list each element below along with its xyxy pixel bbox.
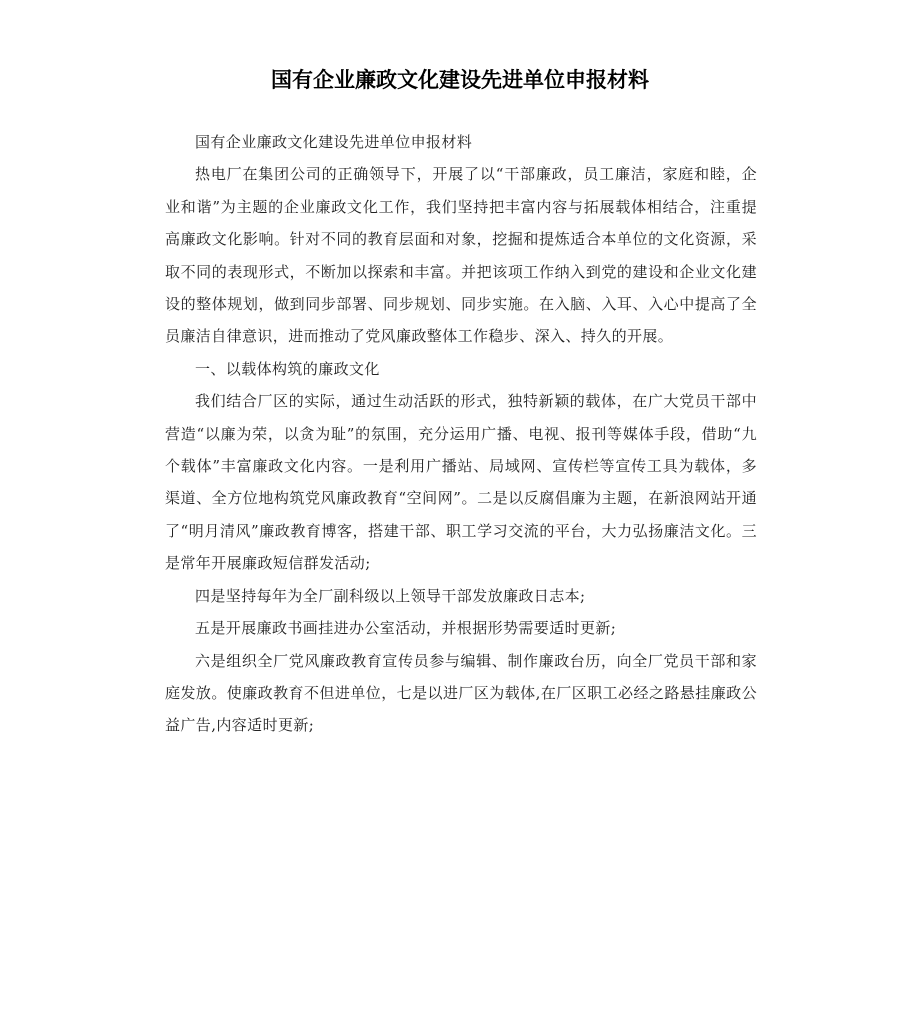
body-paragraph-heading: 国有企业廉政文化建设先进单位申报材料 [195,133,473,151]
body-paragraph-carriers: 我们结合厂区的实际，通过生动活跃的形式，独特新颖的载体，在广大党员干部中营造“以廉为荣，以贪为耻”的氛围，充分运用广播、电视、报刊等媒体手段，借助“九个载体”丰富廉政文化内容。一是利用广播站、局域网、宣传栏等宣传工具为载体，多渠道、全方位地构筑党风廉政教育“空间网”。二是以反腐倡廉为主题，在新浪网站开通了“明月清风”廉政教育博客，搭建干部、职工学习交流的平台，大力弘扬廉洁文化。三是常年开展廉政短信群发活动; [165,392,757,573]
body-paragraph-item-four: 四是坚持每年为全厂副科级以上领导干部发放廉政日志本; [195,586,586,605]
body-paragraph-intro: 热电厂在集团公司的正确领导下，开展了以“干部廉政，员工廉洁，家庭和睦，企业和谐”为主题的企业廉政文化工作，我们坚持把丰富内容与拓展载体相结合，注重提高廉政文化影响。针对不同的教育层面和对象，挖掘和提炼适合本单位的文化资源，采取不同的表现形式，不断加以探索和丰富。并把该项工作纳入到党的建设和企业文化建设的整体规划，做到同步部署、同步规划、同步实施。在入脑、入耳、入心中提高了全员廉洁自律意识，进而推动了党风廉政整体工作稳步、深入、持久的开展。 [165,165,757,346]
body-paragraph-item-five: 五是开展廉政书画挂进办公室活动，并根据形势需要适时更新; [195,619,617,638]
document-title: 国有企业廉政文化建设先进单位申报材料 [271,68,649,92]
body-paragraph-item-six-seven: 六是组织全厂党风廉政教育宣传员参与编辑、制作廉政台历，向全厂党员干部和家庭发放。使廉政教育不但进单位，七是以进厂区为载体,在厂区职工必经之路悬挂廉政公益广告,内容适时更新; [165,651,757,735]
section-heading-carrier-culture: 一、以载体构筑的廉政文化 [195,359,380,378]
document-body [165,126,757,742]
